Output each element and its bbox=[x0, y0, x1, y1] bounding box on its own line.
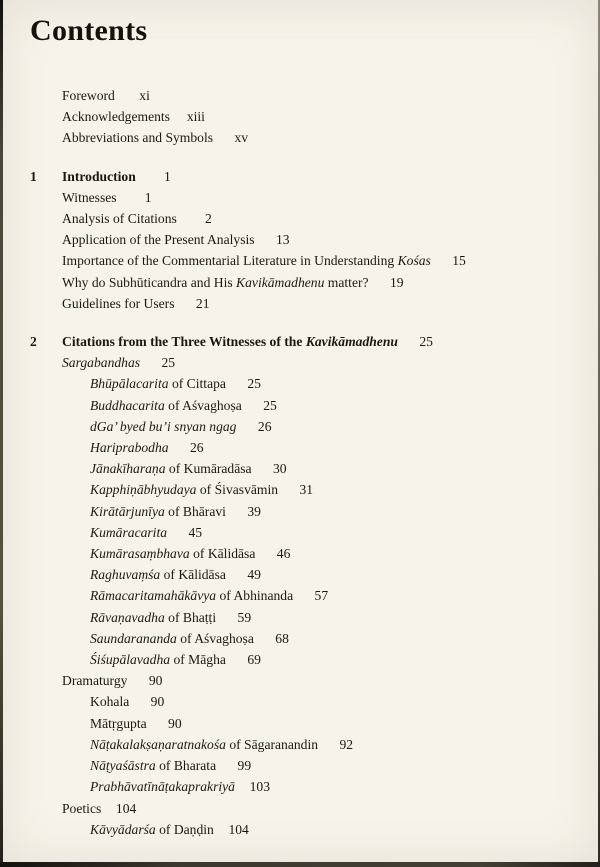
plain-text: of Śivasvāmin bbox=[196, 482, 279, 498]
front-matter-entry bbox=[62, 106, 565, 127]
page-number: 15 bbox=[452, 253, 466, 269]
italic-text: Jānakīharaṇa bbox=[90, 461, 166, 477]
entry-label bbox=[90, 458, 252, 479]
plain-text: Dramaturgy bbox=[62, 673, 128, 689]
front-matter-list bbox=[30, 85, 565, 149]
toc-entry bbox=[90, 776, 565, 797]
toc-entry bbox=[90, 628, 565, 649]
entry-label bbox=[90, 607, 216, 628]
plain-text: of Aśvaghoṣa bbox=[164, 397, 242, 413]
entry-label bbox=[90, 416, 236, 437]
italic-text: Kavikāmadhenu bbox=[236, 274, 325, 290]
plain-text: Witnesses bbox=[62, 189, 117, 205]
toc-entry bbox=[62, 250, 565, 271]
toc-entry bbox=[90, 543, 565, 564]
page-edge-left bbox=[0, 0, 3, 867]
chapter-heading bbox=[30, 331, 565, 352]
toc-entry bbox=[90, 373, 565, 394]
italic-text: Kavikāmadhenu bbox=[305, 334, 398, 350]
plain-text: Poetics bbox=[62, 800, 102, 816]
entry-label bbox=[62, 208, 177, 229]
toc-entry bbox=[90, 564, 565, 585]
page-number: 25 bbox=[263, 397, 277, 413]
plain-text: of Aśvaghoṣa bbox=[176, 630, 254, 646]
plain-text: of Bhāravi bbox=[164, 503, 226, 519]
plain-text: of Kumāradāsa bbox=[165, 461, 252, 477]
page-number: 26 bbox=[257, 418, 272, 434]
page-number: 25 bbox=[419, 334, 433, 350]
entry-label bbox=[90, 649, 226, 670]
toc-entry bbox=[90, 501, 565, 522]
page-number: 103 bbox=[249, 779, 270, 795]
front-matter-entry bbox=[62, 85, 565, 106]
plain-text: of Māgha bbox=[170, 652, 226, 668]
page-number: xv bbox=[234, 130, 249, 146]
entry-label bbox=[90, 628, 254, 649]
entry-label bbox=[90, 479, 278, 500]
page-number: 31 bbox=[299, 482, 314, 498]
page-number: 1 bbox=[163, 168, 171, 184]
italic-text: Kośas bbox=[397, 253, 431, 269]
page-number: 99 bbox=[237, 758, 252, 774]
page-title: Contents bbox=[30, 14, 148, 47]
entry-label bbox=[90, 691, 129, 712]
page-number: 104 bbox=[115, 800, 137, 816]
page-number: 19 bbox=[389, 274, 404, 290]
page-number: 90 bbox=[150, 694, 165, 710]
chapter-heading bbox=[30, 166, 565, 187]
plain-text: Guidelines for Users bbox=[62, 295, 175, 311]
page-number: 25 bbox=[161, 355, 176, 371]
entry-label bbox=[90, 585, 293, 606]
page-number: 1 bbox=[144, 189, 152, 205]
front-matter-entry bbox=[62, 127, 565, 148]
italic-text: Prabhāvatīnāṭakaprakriyā bbox=[90, 779, 235, 795]
italic-text: Śiśupālavadha bbox=[90, 652, 171, 668]
toc-entry bbox=[62, 293, 565, 314]
page-number: 26 bbox=[189, 440, 204, 456]
italic-text: Nāṭakalakṣaṇaratnakośa bbox=[90, 736, 226, 752]
italic-text: Kapphiṇābhyudaya bbox=[90, 482, 197, 498]
toc-entry bbox=[90, 755, 565, 776]
chapter-title bbox=[62, 331, 398, 352]
plain-text: Introduction bbox=[62, 168, 136, 184]
page-number: 30 bbox=[272, 461, 287, 477]
entry-label bbox=[90, 755, 216, 776]
entry-label bbox=[90, 543, 255, 564]
toc-entry bbox=[90, 649, 565, 670]
page-number: xiii bbox=[186, 109, 205, 125]
italic-text: Rāvaṇavadha bbox=[90, 609, 165, 625]
chapter-title bbox=[62, 166, 136, 187]
plain-text: of Bhaṭṭi bbox=[164, 609, 217, 625]
page-number: 57 bbox=[314, 588, 329, 604]
chapter-block bbox=[30, 331, 565, 840]
toc-entry bbox=[62, 352, 565, 373]
entry-label bbox=[62, 293, 175, 314]
page-number: 92 bbox=[339, 736, 354, 752]
page-number: 59 bbox=[237, 609, 252, 625]
toc-entry bbox=[90, 691, 565, 712]
toc-entry bbox=[62, 670, 565, 691]
toc-entry bbox=[90, 585, 565, 606]
toc-entry bbox=[90, 458, 565, 479]
entry-label bbox=[62, 798, 101, 819]
italic-text: Bhūpālacarita bbox=[90, 376, 169, 392]
plain-text: Application of the Present Analysis bbox=[62, 232, 255, 248]
toc-entry bbox=[62, 229, 565, 250]
italic-text: Sargabandhas bbox=[62, 355, 141, 371]
toc-entry bbox=[90, 416, 565, 437]
entry-label bbox=[90, 734, 318, 755]
toc-entry bbox=[90, 437, 565, 458]
entry-label bbox=[62, 352, 140, 373]
page-number: 2 bbox=[205, 211, 212, 227]
page-number: 45 bbox=[188, 524, 203, 540]
toc-content bbox=[30, 12, 565, 840]
plain-text: of Abhinanda bbox=[216, 588, 294, 604]
page-number: 49 bbox=[247, 567, 261, 583]
page-number: 90 bbox=[168, 715, 182, 731]
plain-text: Analysis of Citations bbox=[62, 211, 177, 227]
plain-text: of Sāgaranandin bbox=[225, 736, 319, 752]
plain-text: Mātṛgupta bbox=[90, 715, 147, 731]
toc-entry bbox=[62, 798, 565, 819]
entry-label bbox=[90, 373, 226, 394]
italic-text: Nāṭyaśāstra bbox=[90, 758, 156, 774]
italic-text: Kāvyādarśa bbox=[90, 821, 156, 837]
entry-label bbox=[90, 776, 235, 797]
italic-text: Hariprabodha bbox=[90, 440, 169, 456]
italic-text: Raghuvaṃśa bbox=[90, 567, 161, 583]
page-number: 90 bbox=[148, 673, 163, 689]
page-number: 46 bbox=[276, 546, 291, 562]
entry-label bbox=[62, 85, 115, 106]
entry-label bbox=[62, 106, 170, 127]
page-edge-bottom bbox=[0, 862, 600, 867]
entry-label bbox=[90, 501, 226, 522]
page-number: 39 bbox=[247, 503, 261, 519]
entry-label bbox=[62, 229, 255, 250]
toc-entry bbox=[62, 187, 565, 208]
italic-text: Rāmacaritamahākāvya bbox=[90, 588, 217, 604]
page-number: 25 bbox=[247, 376, 261, 392]
toc-entry bbox=[62, 272, 565, 293]
page-number: 13 bbox=[275, 232, 290, 248]
plain-text: Foreword bbox=[62, 88, 115, 103]
chapter-number: 1 bbox=[30, 168, 37, 184]
italic-text: dGa’ byed bu’i snyan ngag bbox=[90, 418, 237, 434]
plain-text: Citations from the Three Witnesses of the bbox=[62, 334, 306, 350]
entry-label bbox=[90, 395, 242, 416]
entry-label bbox=[62, 127, 213, 148]
plain-text: of Daṇḍin bbox=[155, 821, 214, 837]
plain-text: Kohala bbox=[90, 694, 130, 710]
plain-text: of Cittapa bbox=[168, 376, 226, 392]
plain-text: Abbreviations and Symbols bbox=[62, 130, 214, 146]
entry-label bbox=[62, 272, 369, 293]
entry-label bbox=[90, 564, 226, 585]
entry-label bbox=[90, 819, 214, 840]
plain-text: of Bharata bbox=[155, 758, 217, 774]
plain-text: of Kālidāsa bbox=[160, 567, 226, 583]
italic-text: Buddhacarita bbox=[90, 397, 165, 413]
entry-label bbox=[90, 522, 167, 543]
toc-entry bbox=[90, 479, 565, 500]
entry-label bbox=[62, 187, 117, 208]
entry-label bbox=[90, 713, 147, 734]
italic-text: Kumāracarita bbox=[90, 524, 168, 540]
entry-label bbox=[62, 670, 127, 691]
italic-text: Kirātārjunīya bbox=[90, 503, 165, 519]
toc-entry bbox=[90, 607, 565, 628]
toc-entry bbox=[90, 713, 565, 734]
chapter-number: 2 bbox=[30, 334, 37, 350]
entry-label bbox=[62, 250, 431, 271]
plain-text: Importance of the Commentarial Literature in Understanding bbox=[62, 253, 398, 269]
chapter-block bbox=[30, 166, 565, 314]
page-number: 21 bbox=[195, 295, 210, 311]
toc-entry bbox=[90, 819, 565, 840]
page-number: 104 bbox=[228, 821, 249, 837]
toc-entry bbox=[90, 522, 565, 543]
italic-text: Kumārasaṃbhava bbox=[90, 546, 190, 562]
plain-text: Why do Subhūticandra and His bbox=[62, 274, 237, 290]
page-number: xi bbox=[139, 88, 150, 103]
toc-entry bbox=[90, 734, 565, 755]
plain-text: Acknowledgements bbox=[62, 109, 170, 125]
page-number: 69 bbox=[247, 652, 261, 668]
plain-text: matter? bbox=[324, 274, 369, 290]
toc-entry bbox=[90, 395, 565, 416]
toc-entry bbox=[62, 208, 565, 229]
page-number: 68 bbox=[275, 630, 289, 646]
entry-label bbox=[90, 437, 169, 458]
italic-text: Saundarananda bbox=[90, 630, 177, 646]
plain-text: of Kālidāsa bbox=[189, 546, 256, 562]
chapter-list bbox=[30, 166, 565, 840]
